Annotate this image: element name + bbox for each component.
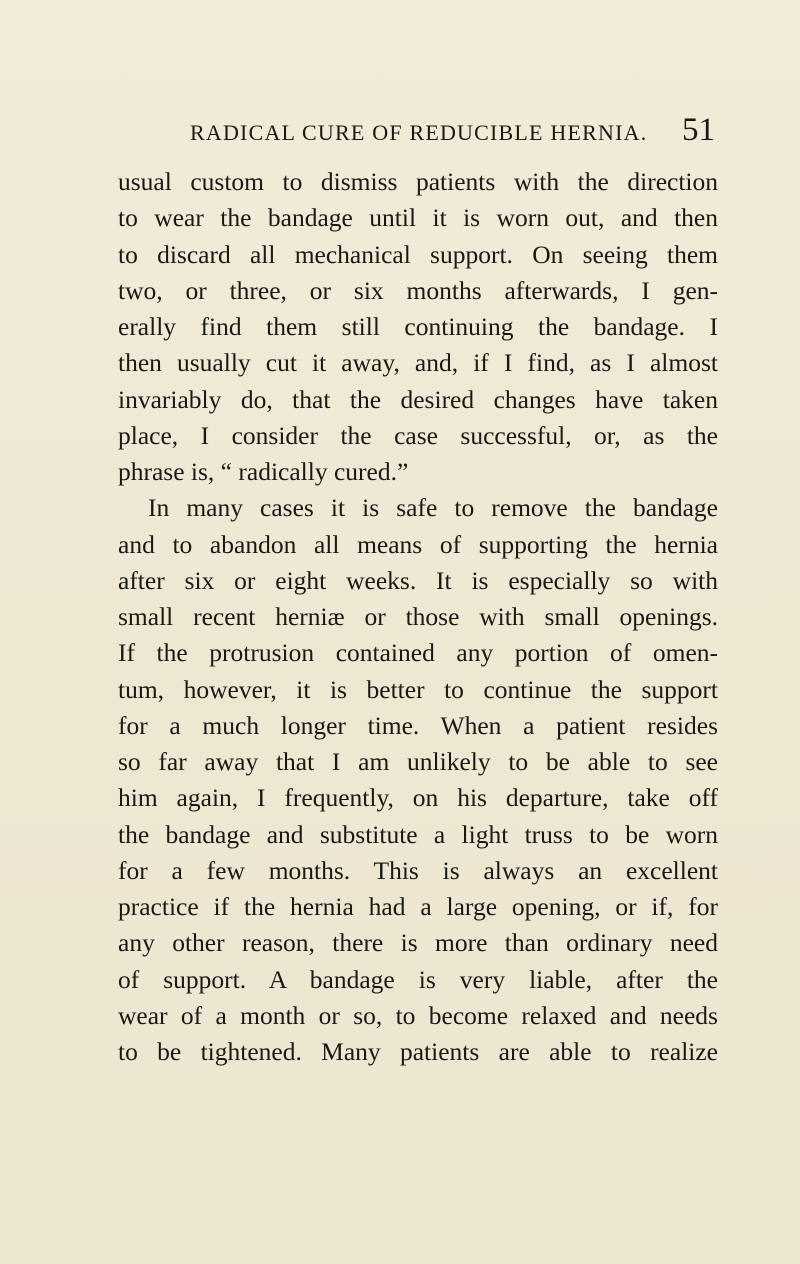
text-line: If the protrusion contained any portion of omen- <box>118 638 718 668</box>
text-line: usual custom to dismiss patients with the direction <box>118 167 718 196</box>
text-line: and to abandon all means of supporting the hernia <box>118 529 718 559</box>
text-line: place, I consider the case successful, or, as the <box>118 420 718 450</box>
text-line: to discard all mechanical support. On seeing them <box>118 239 718 269</box>
page-number: 51 <box>682 112 715 148</box>
text-line: then usually cut it away, and, if I find, as I almost <box>118 348 718 378</box>
text-line: phrase is, “ radically cured.” <box>118 457 409 486</box>
text-line: so far away that I am unlikely to be able to see <box>118 747 718 776</box>
body-text <box>118 164 718 1070</box>
text-line: erally find them still continuing the bandage. I <box>118 312 718 341</box>
text-line: small recent herniæ or those with small openings. <box>118 602 718 631</box>
running-title: RADICAL CURE OF REDUCIBLE HERNIA. <box>190 120 648 145</box>
text-line: for a few months. This is always an excellent <box>118 855 718 885</box>
text-line: practice if the hernia had a large opening, or if, for <box>118 892 718 921</box>
text-line: for a much longer time. When a patient resides <box>118 710 718 740</box>
text-line: to be tightened. Many patients are able to realize <box>118 1037 718 1066</box>
running-head <box>190 112 715 156</box>
text-line: wear of a month or so, to become relaxed and needs <box>118 1000 718 1030</box>
text-line: any other reason, there is more than ordinary need <box>118 928 718 958</box>
text-line: to wear the bandage until it is worn out, and then <box>118 203 718 233</box>
text-line: tum, however, it is better to continue the support <box>118 674 718 704</box>
text-line: the bandage and substitute a light truss to be worn <box>118 819 718 849</box>
text-line: after six or eight weeks. It is especially so with <box>118 565 718 595</box>
text-line: In many cases it is safe to remove the bandage <box>148 493 718 523</box>
text-line: of support. A bandage is very liable, after the <box>118 964 718 994</box>
text-line: him again, I frequently, on his departure, take off <box>118 783 718 813</box>
text-line: invariably do, that the desired changes have taken <box>118 384 718 414</box>
text-line: two, or three, or six months afterwards, I gen- <box>118 275 718 305</box>
